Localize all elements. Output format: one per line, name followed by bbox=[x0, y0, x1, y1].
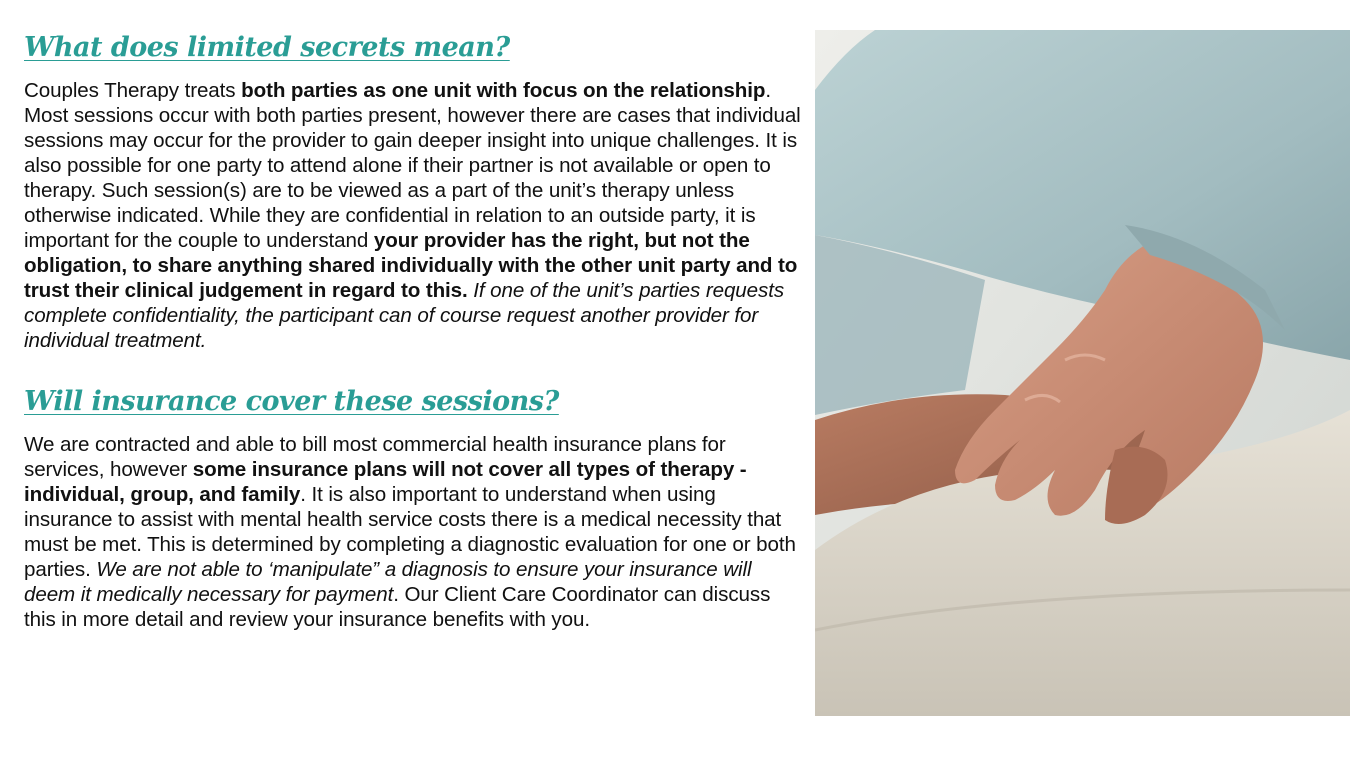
text-column bbox=[24, 30, 804, 632]
section-heading-insurance: Will insurance cover these sessions? bbox=[24, 386, 559, 417]
text-run: . Our Client Care Coordinator can discuss this in more detail and review your insurance benefits with you. bbox=[24, 583, 771, 631]
limited-secrets-paragraph bbox=[24, 78, 804, 353]
italic-text-run: If one of the unit’s parties requests complete confidentiality, the participant can of course request another provider for individual treatment. bbox=[24, 279, 785, 352]
text-run: . Most sessions occur with both parties present, however there are cases that individual sessions may occur for the provider to gain deeper insight into unique challenges. It is also possible for one party to attend alone if their partner is not available or open to therapy. Such session(s) are to be viewed as a part of the unit’s therapy unless otherwise indicated. While they are confidential in relation to an outside party, it is important for the couple to understand bbox=[24, 79, 801, 252]
bold-text-run: both parties as one unit with focus on the relationship bbox=[241, 79, 766, 102]
text-run: Couples Therapy treats bbox=[24, 79, 242, 102]
section-heading-limited-secrets: What does limited secrets mean? bbox=[24, 32, 510, 63]
bold-text-run: some insurance plans will not cover all types of therapy - individual, group, and family bbox=[24, 458, 747, 506]
bold-text-run: your provider has the right, but not the obligation, to share anything shared individually with the other unit party and to trust their clinical judgement in regard to this. bbox=[24, 229, 798, 302]
insurance-paragraph bbox=[24, 432, 804, 632]
italic-text-run: We are not able to ‘manipulate” a diagnosis to ensure your insurance will deem it medically necessary for payment bbox=[24, 558, 752, 606]
text-run: We are contracted and able to bill most commercial health insurance plans for services, however bbox=[24, 433, 726, 481]
couple-hands-photo bbox=[815, 30, 1350, 716]
text-run: . It is also important to understand when using insurance to assist with mental health service costs there is a medical necessity that must be met. This is determined by completing a diagnostic evaluation for one or both parties. bbox=[24, 483, 796, 581]
couple-hands-illustration bbox=[815, 30, 1350, 716]
